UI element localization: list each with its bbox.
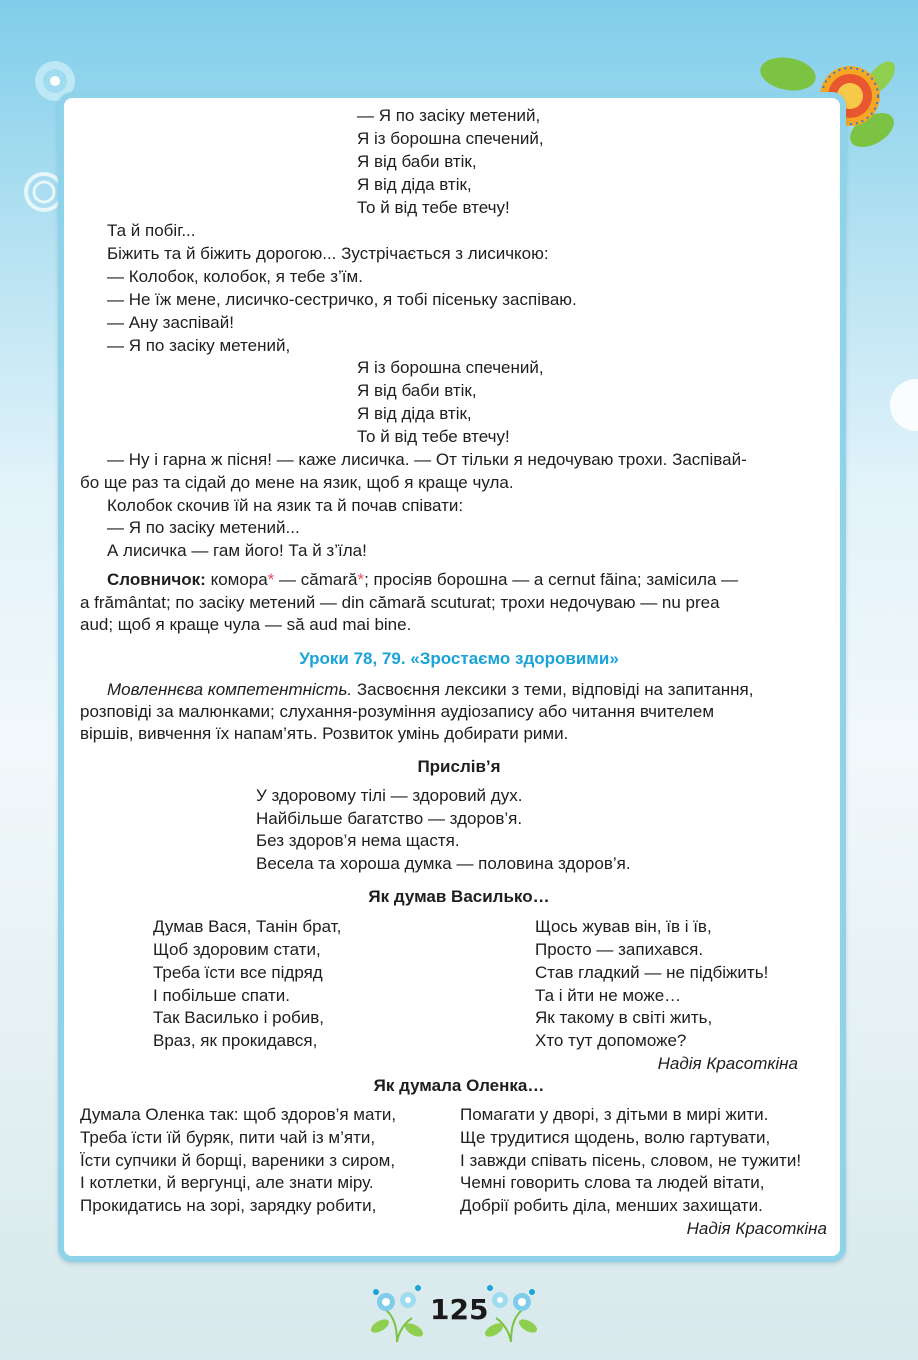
poem-line: І побільше спати. [153,986,291,1005]
verse-line: Я із борошна спечений, [357,129,544,148]
footnote-star: * [267,570,275,589]
poem-line: Хто тут допоможе? [535,1031,687,1050]
poem-line: Як такому в світі жить, [535,1008,713,1027]
poem-line: Прокидатись на зорі, зарядку робити, [80,1196,377,1215]
prose-line: Та й побіг... [107,221,196,240]
verse-line: Я від діда втік, [357,175,472,194]
poem-line: Помагати у дворі, з дітьми в мирі жити. [460,1105,769,1124]
vocabulary-line: aud; щоб я краще чула — să aud mai bine. [80,615,412,634]
vocabulary-line: a frământat; по засіку метений — din cămară scuturat; трохи недочуваю — nu prea [80,593,720,612]
poem-line: Треба їсти все підряд [153,963,323,982]
prose-line: — Ану заспівай! [107,313,234,332]
prose-line: А лисичка — гам його! Та й з’їла! [107,541,367,560]
proverb: Найбільше багатство — здоров’я. [256,809,523,828]
poem-author: Надія Красоткіна [686,1219,827,1238]
poem-line: Став гладкий — не підбіжить! [535,963,769,982]
poem-line: Треба їсти їй буряк, пити чай із м’яти, [80,1128,376,1147]
competence-label: Мовленнєва компетентність. [107,680,353,699]
proverb: Без здоров’я нема щастя. [256,831,460,850]
vocabulary-line: Словничок: комора* — cămară*; просіяв борошна — a cernut făina; замісила — [107,570,739,589]
lesson-title: Уроки 78, 79. «Зростаємо здоровими» [299,649,619,668]
prose-line: Біжить та й біжить дорогою... Зустрічається з лисичкою: [107,244,549,263]
poem-line: Щоб здоровим стати, [153,940,321,959]
prose-line: — Колобок, колобок, я тебе з’їм. [107,267,363,286]
verse-line: То й від тебе втечу! [357,427,510,446]
poem-author: Надія Красоткіна [657,1054,798,1073]
prose-line: — Не їж мене, лисичко-сестричко, я тобі пісеньку заспіваю. [107,290,577,309]
poem-title: Як думав Василько… [368,887,550,906]
prose-line: — Я по засіку метений... [107,518,300,537]
lesson-text: віршів, вивчення їх напам’ять. Розвиток умінь добирати рими. [80,724,569,743]
flower-ornament-right [480,1282,542,1344]
poem-line: Ще трудитися щодень, волю гартувати, [460,1128,771,1147]
footnote-star: * [357,570,365,589]
vocabulary-label: Словничок: [107,570,206,589]
verse-line: Я від баби втік, [357,152,477,171]
poem-title: Як думала Оленка… [373,1076,545,1095]
verse-line: Я від баби втік, [357,381,477,400]
poem-line: Думав Вася, Танін брат, [153,917,342,936]
poem-line: Добрії робить діла, менших захищати. [460,1196,763,1215]
verse-line: — Я по засіку метений, [357,106,541,125]
poem-line: Щось жував він, їв і їв, [535,917,712,936]
proverbs-title: Прислів’я [417,757,501,776]
poem-line: Чемні говорить слова та людей вітати, [460,1173,765,1192]
verse-line: То й від тебе втечу! [357,198,510,217]
poem-line: Враз, як прокидався, [153,1031,318,1050]
prose-line: — Ну і гарна ж пісня! — каже лисичка. — От тільки я недочуваю трохи. Заспівай- [107,450,747,469]
prose-line: бо ще раз та сідай до мене на язик, щоб я краще чула. [80,473,514,492]
flower-ornament-left [366,1282,428,1344]
proverb: Весела та хороша думка — половина здоров’я. [256,854,631,873]
lesson-text: Мовленнєва компетентність. Засвоєння лексики з теми, відповіді на запитання, [107,680,754,699]
prose-line: — Я по засіку метений, [107,336,291,355]
prose-line: Колобок скочив їй на язик та й почав співати: [107,496,464,515]
proverb: У здоровому тілі — здоровий дух. [256,786,523,805]
verse-line: Я із борошна спечений, [357,358,544,377]
poem-line: Їсти супчики й борщі, вареники з сиром, [80,1151,396,1170]
circle-decoration [880,375,918,435]
poem-line: І завжди співать пісень, словом, не тужити! [460,1151,802,1170]
poem-line: Думала Оленка так: щоб здоров’я мати, [80,1105,397,1124]
poem-line: Та і йти не може… [535,986,682,1005]
poem-line: І котлетки, й вергунці, але знати міру. [80,1173,374,1192]
verse-line: Я від діда втік, [357,404,472,423]
poem-line: Так Василько і робив, [153,1008,325,1027]
lesson-text: розповіді за малюнками; слухання-розуміння аудіозапису або читання вчителем [80,702,715,721]
poem-line: Просто — запихався. [535,940,704,959]
page-number: 125 [430,1293,489,1326]
